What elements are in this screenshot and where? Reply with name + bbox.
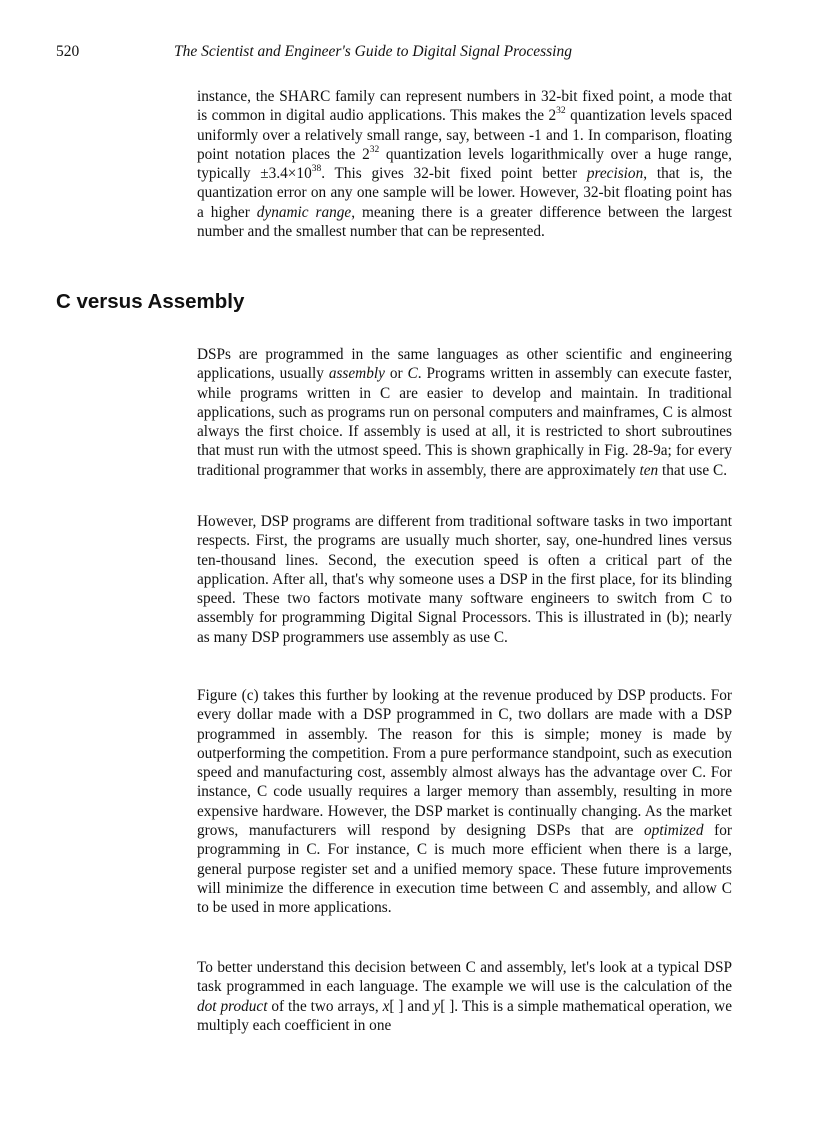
paragraph-revenue: Figure (c) takes this further by looking at the revenue produced by DSP products. For every dollar made with a DSP programmed in C, two dollars are made with a DSP programmed in assembly. The reason for this is simple; money is made by outperforming the competition. From a pure performance standpoint, such as execution speed and manufacturing cost, assembly almost always has the advantage over C. For instance, C code usually requires a larger memory than assembly, resulting in more expensive hardware. However, the DSP market is continually changing. As the market grows, manufacturers will respond by designing DSPs that are optimized for programming in C. For instance, C is much more efficient when there is a large, general purpose register set and a unified memory space. These future improvements will minimize the difference in execution time between C and assembly, and allow C to be used in more applications. — [197, 687, 732, 917]
exponent: 38 — [311, 164, 322, 175]
paragraph-dot-product: To better understand this decision between C and assembly, let's look at a typical DSP task programmed in each language. The example we will use is the calculation of the dot product of the two arrays, x[ ] and y[ ]. This is a simple mathematical operation, we multiply each coefficient in one — [197, 959, 732, 1034]
variable-x: x — [382, 997, 390, 1015]
emphasis-term: dynamic range — [256, 203, 352, 221]
paragraph-languages: DSPs are programmed in the same languages as other scientific and engineering applications, usually assembly or C. Programs written in assembly can execute faster, while programs written in C are easier to develop and maintain. In traditional applications, such as programs run on personal computers and mainframes, C is almost always the first choice. If assembly is used at all, it is restricted to short subroutines that must run with the utmost speed. This is shown graphically in Fig. 28-9a; for every traditional programmer that works in assembly, there are approximately ten that use C. — [197, 346, 733, 479]
exponent: 32 — [369, 144, 380, 155]
section-heading: C versus Assembly — [56, 290, 245, 313]
emphasis-term: optimized — [644, 822, 704, 840]
emphasis-term: ten — [639, 461, 659, 479]
page-number: 520 — [56, 43, 80, 60]
paragraph-precision: instance, the SHARC family can represent numbers in 32-bit fixed point, a mode that is common in digital audio applications. This makes the $2^{32}$ quantization levels spaced uniformly over a relatively small range, say, between -1 and 1. In comparison, floating point notation places the $2^{32}$ quantization levels logarithmically over a huge range, typically $\pm 3.4\times 10^{38}$. This gives 32-bit fixed point better precision, that is, the quantization error on any one sample will be lower. However, 32-bit floating point has a higher dynamic range, meaning there is a greater difference between the largest number and the smallest number that can be represented. — [197, 88, 733, 241]
running-title: The Scientist and Engineer's Guide to Digital Signal Processing — [174, 43, 572, 60]
exponent: 32 — [556, 106, 566, 117]
emphasis-term: dot product — [197, 997, 268, 1015]
variable-y: y — [433, 997, 441, 1015]
emphasis-term: C — [407, 365, 418, 383]
emphasis-term: precision — [586, 165, 644, 183]
paragraph-dsp-differences: However, DSP programs are different from traditional software tasks in two important respects. First, the programs are usually much shorter, say, one-hundred lines versus ten-thousand lines. Second, the execution speed is often a critical part of the application. After all, that's why someone uses a DSP in the first place, for its blinding speed. These two factors motivate many software engineers to switch from C to assembly for programming Digital Signal Processors. This is illustrated in (b); nearly as many DSP programmers use assembly as use C. — [197, 513, 732, 646]
page-header — [56, 43, 736, 63]
emphasis-term: assembly — [328, 365, 385, 383]
